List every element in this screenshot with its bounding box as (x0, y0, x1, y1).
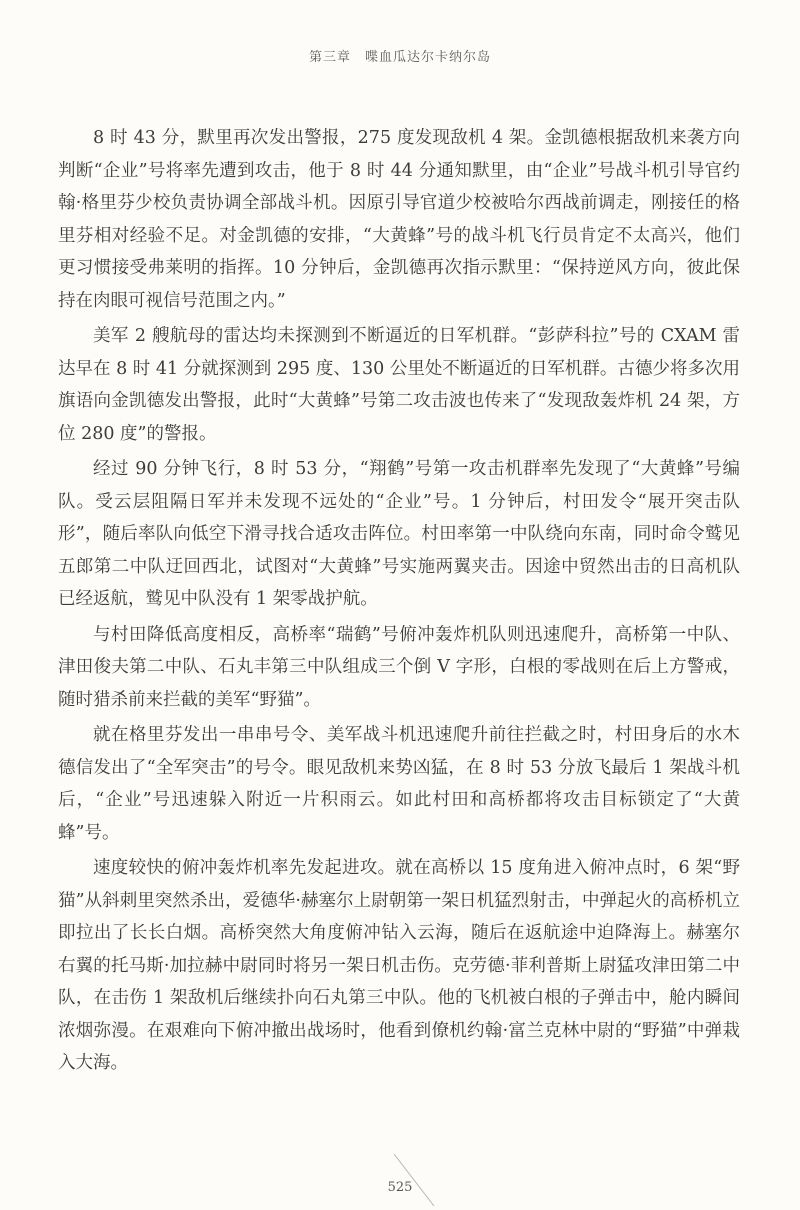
paragraph: 经过 90 分钟飞行，8 时 53 分，“翔鹤”号第一攻击机群率先发现了“大黄蜂”号编队。受云层阻隔日军并未发现不远处的“企业”号。1 分钟后，村田发令“展开突击队形”，随后率队向低空下滑寻找合适攻击阵位。村田率第一中队绕向东南，同时命令鹫见五郎第二中队迂回西北，试图对“大黄蜂”号实施两翼夹击。因途中贸然出击的日高机队已经返航，鹫见中队没有 1 架零战护航。 (58, 459, 740, 609)
chapter-title: 喋血瓜达尔卡纳尔岛 (365, 50, 492, 65)
paragraph: 8 时 43 分，默里再次发出警报，275 度发现敌机 4 架。金凯德根据敌机来袭方向判断“企业”号将率先遭到攻击，他于 8 时 44 分通知默里，由“企业”号战斗机引导官约翰·格里芬少校负责协调全部战斗机。因原引导官道少校被哈尔西战前调走，刚接任的格里芬相对经验不足。对金凯德的安排，“大黄蜂”号的战斗机飞行员肯定不太高兴，他们更习惯接受弗莱明的指挥。10 分钟后，金凯德再次指示默里：“保持逆风方向，彼此保持在肉眼可视信号范围之内。” (58, 128, 740, 311)
body-text (58, 122, 740, 1083)
paragraph: 与村田降低高度相反，高桥率“瑞鹤”号俯冲轰炸机队则迅速爬升，高桥第一中队、津田俊夫第二中队、石丸丰第三中队组成三个倒 V 字形，白根的零战则在后上方警戒，随时猎杀前来拦截的美军“野猫”。 (58, 624, 740, 710)
page-number: 525 (387, 1180, 413, 1195)
chapter-label: 第三章 (308, 50, 351, 65)
paragraph: 美军 2 艘航母的雷达均未探测到不断逼近的日军机群。“彭萨科拉”号的 CXAM 雷达早在 8 时 41 分就探测到 295 度、130 公里处不断逼近的日军机群。古德少将多次用旗语向金凯德发出警报，此时“大黄蜂”号第二攻击波也传来了“发现敌轰炸机 24 架，方位 280 度”的警报。 (58, 326, 740, 444)
paragraph: 速度较快的俯冲轰炸机率先发起进攻。就在高桥以 15 度角进入俯冲点时，6 架“野猫”从斜刺里突然杀出，爱德华·赫塞尔上尉朝第一架日机猛烈射击，中弹起火的高桥机立即拉出了长长白烟。高桥突然大角度俯冲钻入云海，随后在返航途中迫降海上。赫塞尔右翼的托马斯·加拉赫中尉同时将另一架日机击伤。克劳德·菲利普斯上尉猛攻津田第二中队，在击伤 1 架敌机后继续扑向石丸第三中队。他的飞机被白根的子弹击中，舱内瞬间浓烟弥漫。在艰难向下俯冲撤出战场时，他看到僚机约翰·富兰克林中尉的“野猫”中弹栽入大海。 (58, 858, 740, 1073)
paragraph: 就在格里芬发出一串串号令、美军战斗机迅速爬升前往拦截之时，村田身后的水木德信发出了“全军突击”的号令。眼见敌机来势凶猛，在 8 时 53 分放飞最后 1 架战斗机后，“企业”号迅速躲入附近一片积雨云。如此村田和高桥都将攻击目标锁定了“大黄蜂”号。 (58, 725, 740, 843)
running-header (0, 46, 800, 65)
